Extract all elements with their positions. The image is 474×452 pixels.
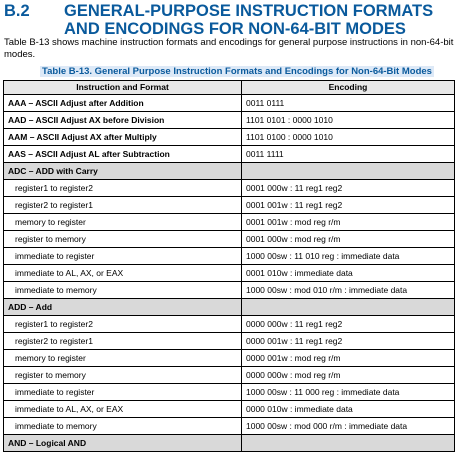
instruction-cell: immediate to register [4,248,242,265]
table-row [4,435,455,452]
encoding-cell: 0000 001w : mod reg r/m [242,350,455,367]
table-row [4,350,455,367]
encoding-cell: 0000 010w : immediate data [242,401,455,418]
instruction-cell: AAM – ASCII Adjust AX after Multiply [4,129,242,146]
table-row [4,282,455,299]
instruction-cell: memory to register [4,350,242,367]
table-row [4,333,455,350]
section-number: B.2 [4,2,30,20]
instruction-cell: ADD – Add [4,299,242,316]
table-row [4,214,455,231]
instruction-cell: register2 to register1 [4,333,242,350]
table-row [4,231,455,248]
instruction-cell: AAD – ASCII Adjust AX before Division [4,112,242,129]
instruction-cell: immediate to register [4,384,242,401]
encoding-cell: 0000 000w : 11 reg1 reg2 [242,316,455,333]
instruction-cell: AND – Logical AND [4,435,242,452]
encoding-cell: 1000 00sw : 11 010 reg : immediate data [242,248,455,265]
encoding-cell: 1000 00sw : mod 000 r/m : immediate data [242,418,455,435]
instruction-cell: register2 to register1 [4,197,242,214]
instruction-cell: ADC – ADD with Carry [4,163,242,180]
table-row [4,129,455,146]
encoding-cell [242,435,455,452]
instruction-cell: immediate to memory [4,282,242,299]
table-row [4,112,455,129]
encoding-cell: 0001 000w : mod reg r/m [242,231,455,248]
section-intro: Table B-13 shows machine instruction formats and encodings for general purpose instructions in non-64-bit modes. [4,37,454,60]
encoding-cell: 1101 0101 : 0000 1010 [242,112,455,129]
table-row [4,418,455,435]
table-row [4,180,455,197]
instruction-cell: immediate to AL, AX, or EAX [4,265,242,282]
encoding-cell: 0001 001w : 11 reg1 reg2 [242,197,455,214]
table-row [4,401,455,418]
table-caption-text: Table B-13. General Purpose Instruction Formats and Encodings for Non-64-Bit Modes [42,66,432,77]
table-row [4,95,455,112]
encoding-cell: 1000 00sw : mod 010 r/m : immediate data [242,282,455,299]
table-row [4,316,455,333]
encoding-cell: 0011 0111 [242,95,455,112]
encoding-cell: 0000 001w : 11 reg1 reg2 [242,333,455,350]
header-encoding: Encoding [242,81,455,95]
section-title: GENERAL-PURPOSE INSTRUCTION FORMATS AND ENCODINGS FOR NON-64-BIT MODES [64,2,434,38]
encoding-table [3,80,455,452]
table-row [4,163,455,180]
table-row [4,146,455,163]
table-row [4,299,455,316]
instruction-cell: register to memory [4,231,242,248]
instruction-cell: immediate to memory [4,418,242,435]
encoding-cell: 0001 010w : immediate data [242,265,455,282]
encoding-cell: 0000 000w : mod reg r/m [242,367,455,384]
table-row [4,265,455,282]
encoding-cell [242,299,455,316]
encoding-cell: 1000 00sw : 11 000 reg : immediate data [242,384,455,401]
encoding-cell: 0001 001w : mod reg r/m [242,214,455,231]
table-row [4,367,455,384]
instruction-cell: immediate to AL, AX, or EAX [4,401,242,418]
encoding-cell [242,163,455,180]
table-header-row [4,81,455,95]
table-body [4,95,455,452]
instruction-cell: register1 to register2 [4,316,242,333]
table-row [4,384,455,401]
instruction-cell: register1 to register2 [4,180,242,197]
encoding-cell: 0011 1111 [242,146,455,163]
encoding-cell: 0001 000w : 11 reg1 reg2 [242,180,455,197]
instruction-cell: AAS – ASCII Adjust AL after Subtraction [4,146,242,163]
instruction-cell: AAA – ASCII Adjust after Addition [4,95,242,112]
table-caption [0,66,474,78]
header-instruction: Instruction and Format [4,81,242,95]
instruction-cell: register to memory [4,367,242,384]
instruction-cell: memory to register [4,214,242,231]
table-row [4,248,455,265]
encoding-cell: 1101 0100 : 0000 1010 [242,129,455,146]
table-row [4,197,455,214]
